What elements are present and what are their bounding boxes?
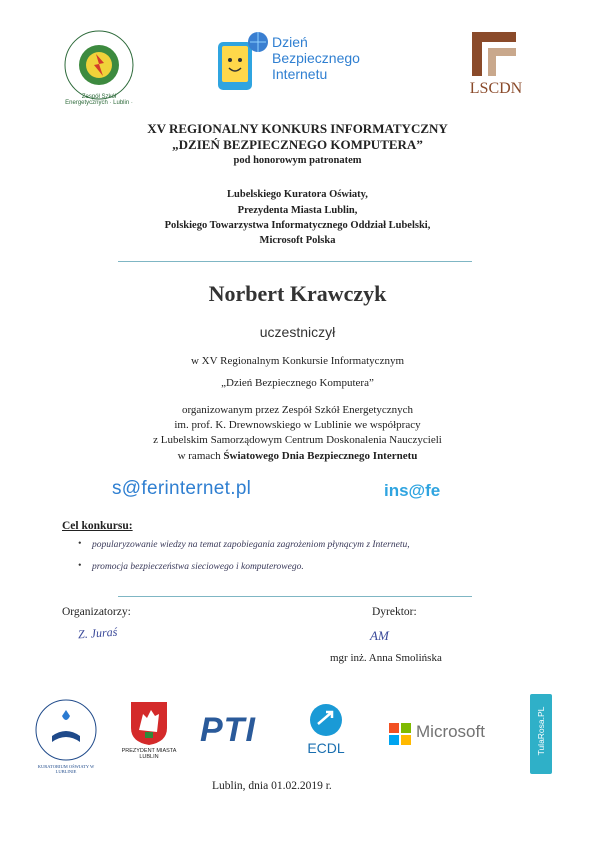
recipient-name: Norbert Krawczyk <box>208 281 387 306</box>
patron-1: Lubelskiego Kuratora Oświaty, <box>227 189 368 200</box>
goal-item-1: • popularyzowanie wiedzy na temat zapobiegania zagrożeniom płynącym z Internetu, <box>78 540 410 562</box>
dbi-logo-text-2: Bezpiecznego <box>272 50 360 66</box>
dbi-logo-text-3: Internetu <box>272 66 328 82</box>
goal-item-2: • promocja bezpieczeństwa sieciowego i komputerowego. <box>78 562 410 584</box>
lscdn-logo <box>458 32 534 102</box>
body-line-5: z Lubelskim Samorządowym Centrum Doskonalenia Nauczycieli <box>153 434 442 446</box>
patronage-heading: pod honorowym patronatem <box>233 155 362 166</box>
tularosa-logo-text: TulaRosa.PL <box>536 706 546 756</box>
director-label: Dyrektor: <box>372 606 417 618</box>
goal-heading: Cel konkursu: <box>62 520 133 532</box>
divider-bottom <box>118 596 472 597</box>
body-line-2: „Dzień Bezpiecznego Komputera” <box>221 377 374 389</box>
lscdn-logo-text: LSCDN <box>469 80 523 97</box>
patron-3: Polskiego Towarzystwa Informatycznego Oddział Lubelski, <box>164 220 431 231</box>
school-logo-text: Zespół Szkół Energetycznych · Lublin · <box>65 94 133 106</box>
microsoft-logo-text: Microsoft <box>416 722 485 741</box>
prezydent-logo-text: PREZYDENT MIASTA LUBLIN <box>121 748 177 760</box>
footer-date: Lublin, dnia 01.02.2019 r. <box>212 780 332 792</box>
insafe-logo: ins@fe <box>384 481 441 500</box>
organizers-signature: Z. Juraś <box>77 624 118 642</box>
tularosa-logo <box>530 694 552 774</box>
director-name: mgr inż. Anna Smolińska <box>330 652 442 664</box>
organizers-label: Organizatorzy: <box>62 606 131 618</box>
dbi-logo <box>210 28 390 100</box>
body-line-6-prefix: w ramach <box>177 450 224 462</box>
contest-subtitle: „DZIEŃ BEZPIECZNEGO KOMPUTERA” <box>172 137 423 152</box>
kuratorium-logo-text: KURATORIUM OŚWIATY W LUBLINIE <box>37 764 95 774</box>
director-signature: AM <box>370 628 389 643</box>
microsoft-logo <box>389 722 505 746</box>
school-logo <box>62 28 136 106</box>
body-line-6-bold: Światowego Dnia Bezpiecznego Internetu <box>223 450 418 462</box>
goal-list <box>78 540 410 584</box>
recipient-verb: uczestniczył <box>259 324 336 340</box>
kuratorium-logo <box>34 698 98 774</box>
body-line-4: im. prof. K. Drewnowskiego w Lublinie we współpracy <box>174 419 421 431</box>
body-line-6 <box>0 450 595 462</box>
dbi-logo-text-1: Dzień <box>272 34 308 50</box>
saferinternet-logo: s@ferinternet.pl <box>112 478 252 499</box>
ecdl-logo-text: ECDL <box>307 740 345 756</box>
patron-2: Prezydenta Miasta Lublin, <box>237 205 358 216</box>
patron-4: Microsoft Polska <box>259 235 336 246</box>
contest-title: XV REGIONALNY KONKURS INFORMATYCZNY <box>147 121 448 136</box>
prezydent-logo <box>118 700 180 770</box>
body-line-1: w XV Regionalnym Konkursie Informatycznym <box>190 355 405 367</box>
ecdl-logo <box>302 702 350 764</box>
body-line-3: organizowanym przez Zespół Szkół Energetycznych <box>181 404 414 416</box>
pti-logo: PTI <box>200 711 256 749</box>
divider-top <box>118 261 472 262</box>
